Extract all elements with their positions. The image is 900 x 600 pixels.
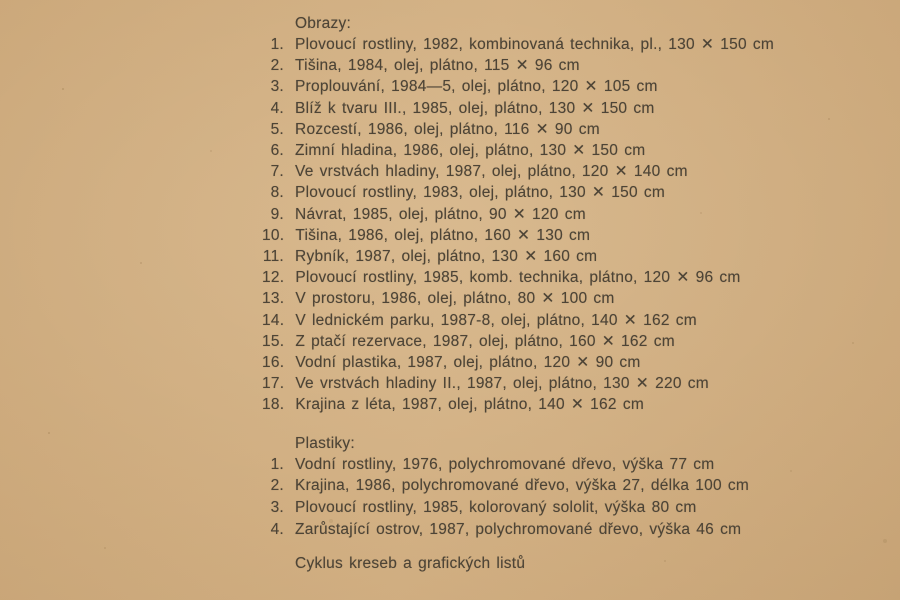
list-item: [262, 519, 822, 541]
item-text: V prostoru, 1986, olej, plátno, 80 ✕ 100 cm: [295, 290, 615, 308]
item-text: Ve vrstvách hladiny, 1987, olej, plátno, 120 ✕ 140 cm: [295, 163, 688, 181]
item-number: 1.: [270, 455, 284, 473]
item-text: Krajina, 1986, polychromované dřevo, výška 27, délka 100 cm: [295, 477, 750, 495]
item-number: 8.: [270, 184, 284, 202]
item-number: 16.: [262, 354, 285, 372]
list-item: [262, 225, 822, 246]
item-number: 3.: [270, 78, 284, 96]
item-text: Vodní plastika, 1987, olej, plátno, 120 ✕ 90 cm: [295, 354, 641, 372]
item-text: Návrat, 1985, olej, plátno, 90 ✕ 120 cm: [295, 205, 586, 223]
item-number: 14.: [262, 311, 285, 329]
list-item: [262, 394, 822, 415]
list-item: [262, 161, 822, 182]
item-text: Tišina, 1984, olej, plátno, 115 ✕ 96 cm: [295, 57, 580, 75]
item-text: Zarůstající ostrov, 1987, polychromované dřevo, výška 46 cm: [295, 521, 742, 539]
item-text: Rybník, 1987, olej, plátno, 130 ✕ 160 cm: [295, 248, 598, 266]
list-item: [262, 246, 822, 267]
item-text: Krajina z léta, 1987, olej, plátno, 140 ✕ 162 cm: [295, 396, 644, 414]
list-item: [262, 373, 822, 394]
list-item: [262, 310, 822, 331]
item-number: 12.: [262, 269, 285, 287]
list-item: [262, 140, 822, 161]
item-number: 11.: [262, 248, 284, 266]
item-number: 4.: [270, 99, 284, 117]
list-item: [262, 204, 822, 225]
cycle-note: Cyklus kreseb a grafických listů: [295, 554, 526, 572]
item-text: Proplouvání, 1984—5, olej, plátno, 120 ✕ 105 cm: [295, 78, 658, 96]
item-number: 7.: [270, 163, 284, 181]
item-number: 1.: [270, 36, 284, 53]
item-text: Plovoucí rostliny, 1985, kolorovaný sololit, výška 80 cm: [295, 499, 697, 517]
list-item: [262, 34, 822, 55]
item-number: 2.: [270, 477, 284, 495]
item-number: 9.: [270, 205, 284, 223]
list-item: [262, 119, 822, 140]
list-item: [262, 331, 822, 352]
item-text: V lednickém parku, 1987-8, olej, plátno, 140 ✕ 162 cm: [295, 311, 697, 329]
list-item: [262, 497, 822, 519]
item-text: Blíž k tvaru III., 1985, olej, plátno, 130 ✕ 150 cm: [295, 99, 655, 117]
section-heading-obrazy: Obrazy:: [295, 15, 352, 32]
item-text: Ve vrstvách hladiny II., 1987, olej, plátno, 130 ✕ 220 cm: [295, 375, 709, 393]
item-number: 13.: [262, 290, 285, 308]
item-text: Plovoucí rostliny, 1985, komb. technika, plátno, 120 ✕ 96 cm: [295, 269, 741, 287]
paper-speckles: [0, 0, 2, 2]
list-item: [262, 76, 822, 97]
section-heading-plastiky: Plastiky:: [295, 434, 355, 452]
item-text: Zimní hladina, 1986, olej, plátno, 130 ✕ 150 cm: [295, 142, 646, 160]
item-text: Plovoucí rostliny, 1983, olej, plátno, 130 ✕ 150 cm: [295, 184, 666, 202]
list-item: [262, 475, 822, 497]
list-item: [262, 454, 822, 476]
item-text: Rozcestí, 1986, olej, plátno, 116 ✕ 90 cm: [295, 120, 600, 138]
item-number: 15.: [262, 332, 285, 350]
obrazy-list: [262, 34, 822, 416]
catalog-content: [262, 13, 822, 574]
item-number: 2.: [270, 57, 284, 75]
list-item: [262, 182, 822, 203]
item-text: Z ptačí rezervace, 1987, olej, plátno, 160 ✕ 162 cm: [295, 332, 675, 350]
list-item: [262, 288, 822, 309]
list-item: [262, 98, 822, 119]
list-item: [262, 267, 822, 288]
item-number: 3.: [270, 499, 284, 517]
item-number: 18.: [262, 396, 285, 414]
list-item: [262, 352, 822, 373]
item-number: 17.: [262, 375, 285, 393]
item-number: 4.: [270, 521, 284, 539]
item-text: Vodní rostliny, 1976, polychromované dřevo, výška 77 cm: [295, 455, 715, 473]
item-number: 10.: [262, 226, 285, 244]
plastiky-list: [262, 454, 822, 541]
item-number: 6.: [270, 142, 284, 160]
item-text: Plovoucí rostliny, 1982, kombinovaná technika, pl., 130 ✕ 150 cm: [295, 36, 775, 53]
item-number: 5.: [270, 120, 284, 138]
list-item: [262, 55, 822, 76]
item-text: Tišina, 1986, olej, plátno, 160 ✕ 130 cm: [295, 226, 591, 244]
